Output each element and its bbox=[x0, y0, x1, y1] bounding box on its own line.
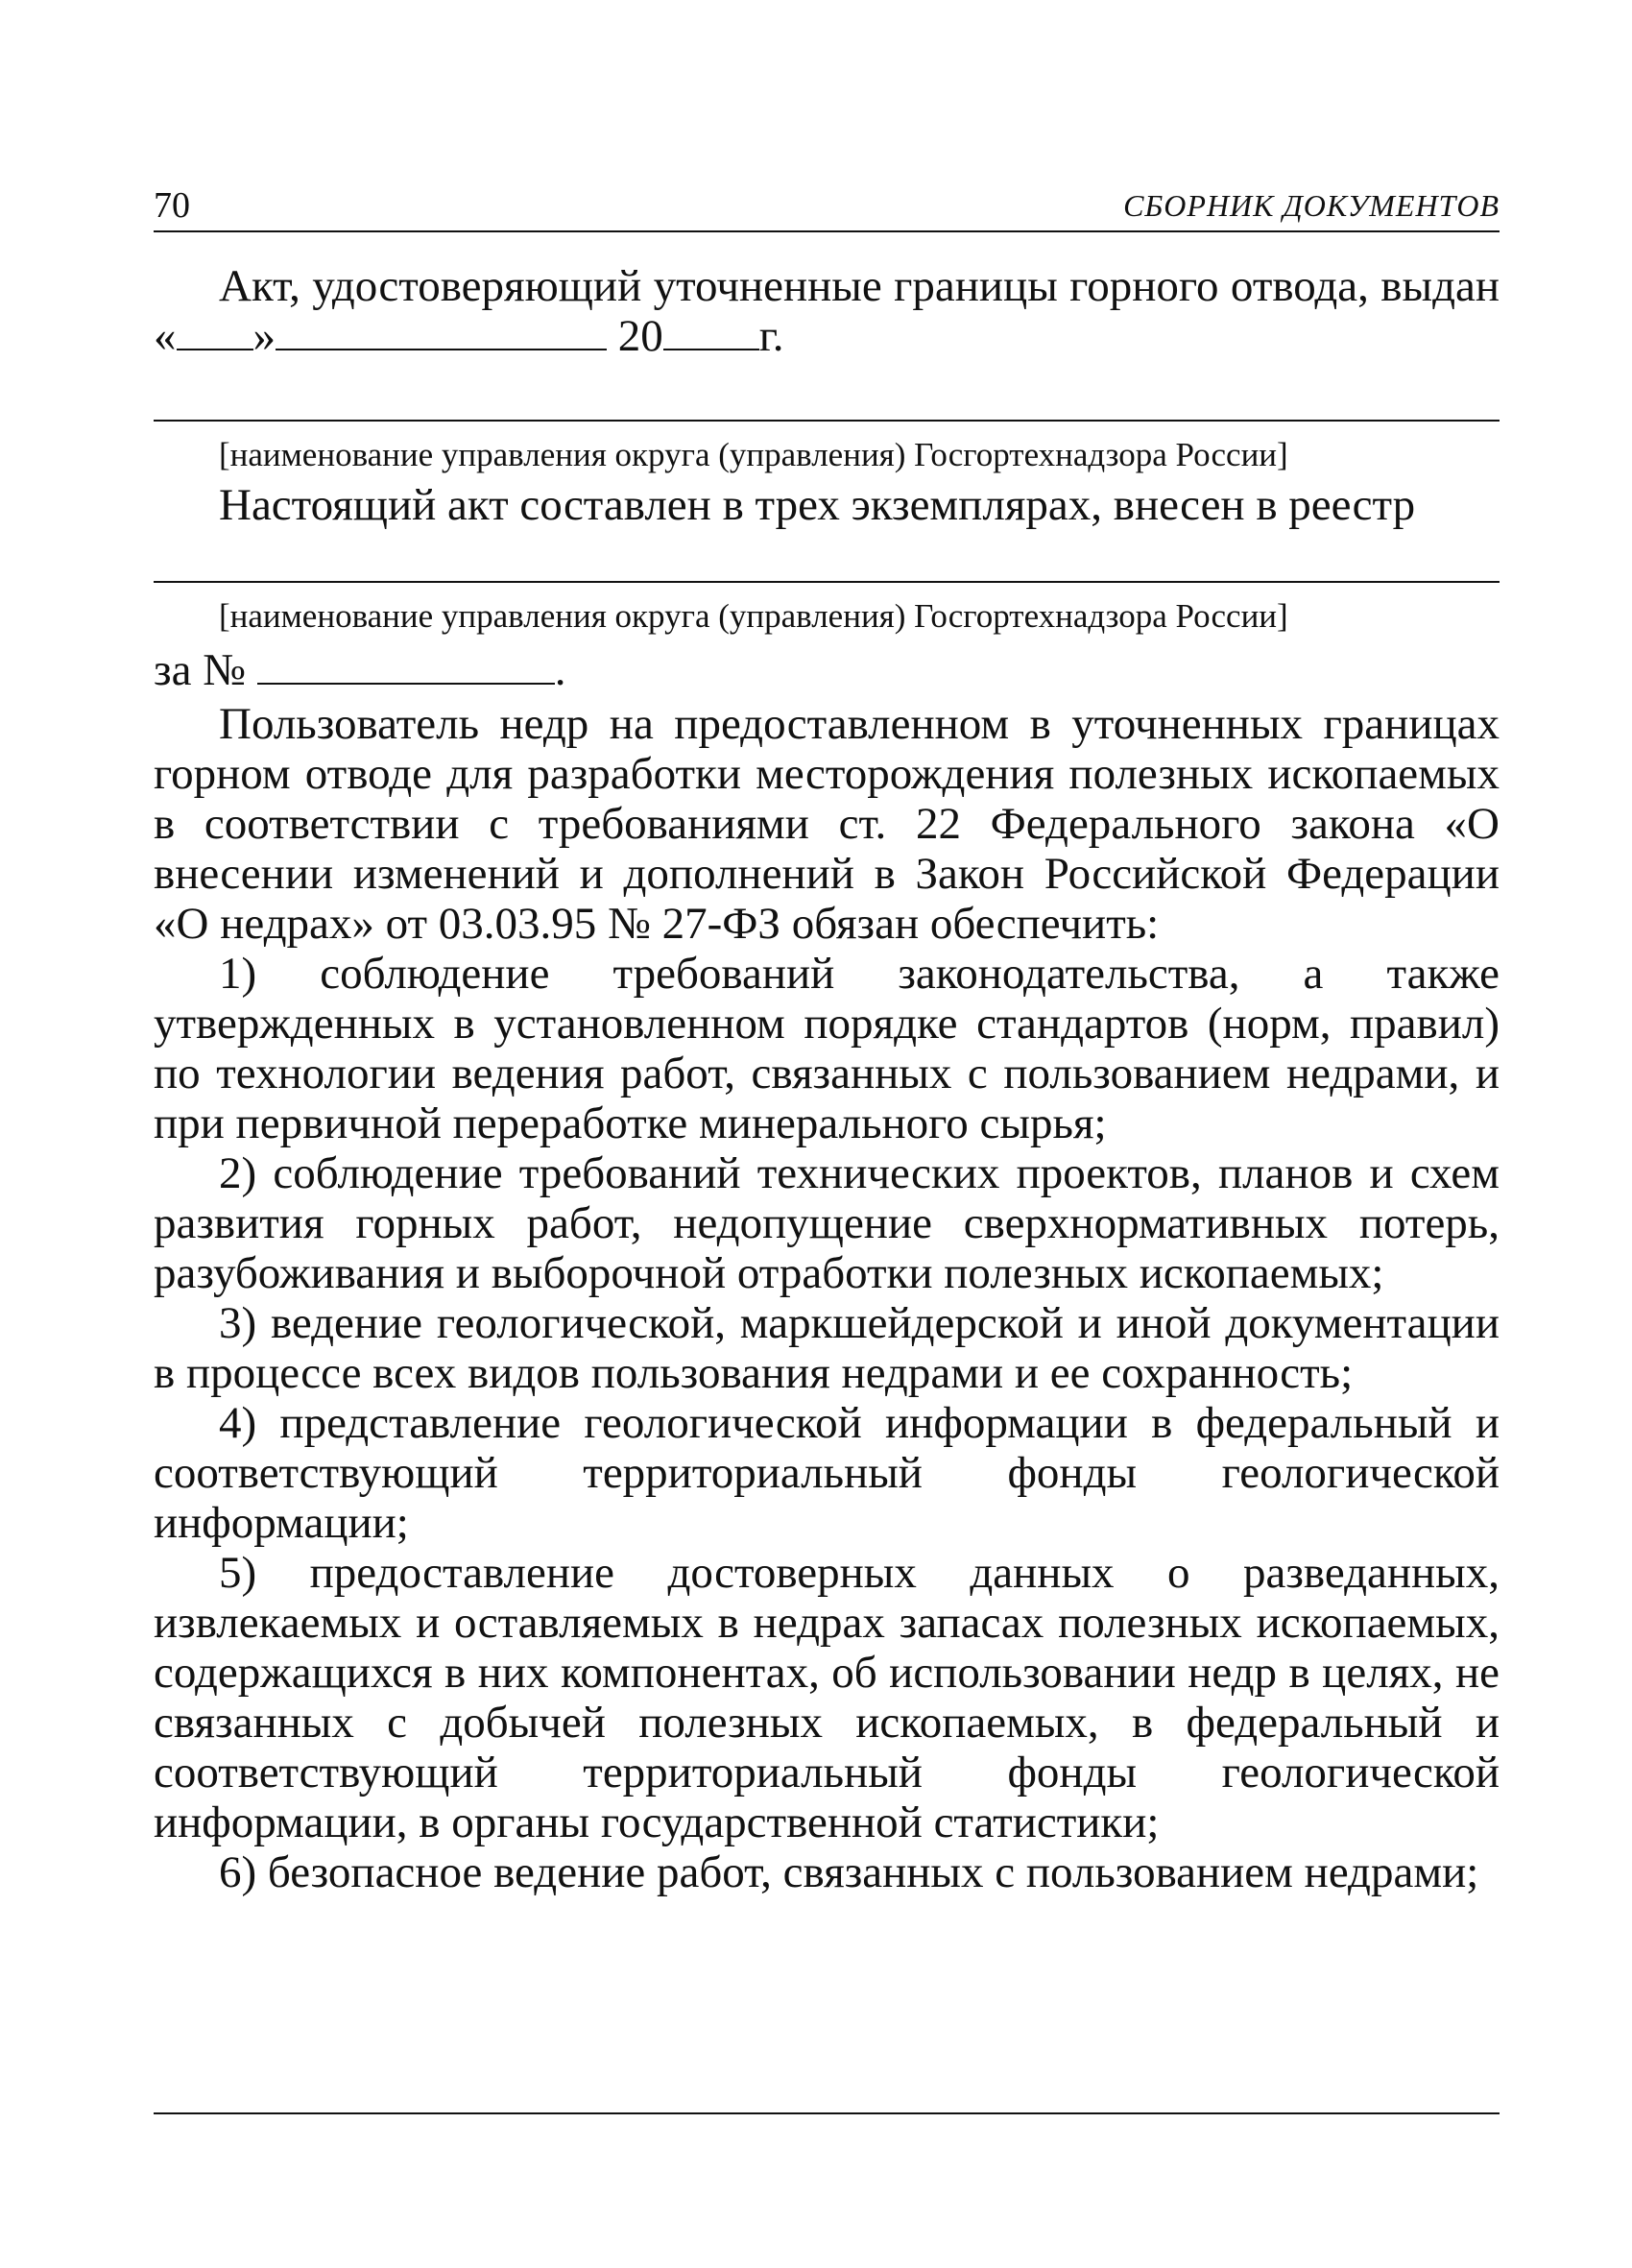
obligation-item-2: 2) соблюдение требований технических проектов, планов и схем развития горных работ, недопущение сверхнормативных потерь, разубоживания и выборочной отработки полезных ископаемых; bbox=[154, 1148, 1500, 1298]
obligation-item-3: 3) ведение геологической, маркшейдерской и иной документации в процессе всех видов пользования недрами и ее сохранность; bbox=[154, 1298, 1500, 1398]
obligation-item-5: 5) предоставление достоверных данных о разведанных, извлекаемых и оставляемых в недрах запасах полезных ископаемых, содержащихся в них компонентах, об использовании недр в целях, не связанных с добычей полезных ископаемых, в федеральный и соответствующий территориальный фонды геологической информации, в органы государственной статистики; bbox=[154, 1548, 1500, 1847]
document-page bbox=[154, 0, 1500, 2268]
authority-rule-1 bbox=[154, 420, 1500, 422]
act-issued-text: Акт, удостоверяющий уточненные границы горного отвода, выдан « bbox=[154, 261, 1500, 361]
obligation-item-1: 1) соблюдение требований законодательства, а также утвержденных в установленном порядке стандартов (норм, правил) по технологии ведения работ, связанных с пользованием недрами, и при первичной переработке минерального сырья; bbox=[154, 949, 1500, 1148]
act-issued-line bbox=[154, 261, 1500, 361]
register-number-prefix: за № bbox=[154, 645, 247, 695]
day-blank bbox=[177, 316, 253, 350]
intro-paragraph: Пользователь недр на предоставленном в уточненных границах горном отводе для разработки месторождения полезных ископаемых в соответствии с требованиями ст. 22 Федерального закона «О внесении изменений и дополнений в Закон Российской Федерации «О недрах» от 03.03.95 № 27-ФЗ обязан обеспечить: bbox=[154, 699, 1500, 949]
year-prefix: 20 bbox=[617, 311, 663, 361]
obligation-item-6: 6) безопасное ведение работ, связанных с пользованием недрами; bbox=[219, 1847, 1479, 1897]
register-number-line bbox=[154, 645, 1500, 695]
year-blank bbox=[663, 316, 759, 350]
bottom-rule bbox=[154, 2112, 1500, 2114]
act-issued-block bbox=[154, 261, 1500, 361]
register-number-blank bbox=[257, 650, 555, 685]
page-number: 70 bbox=[154, 185, 190, 226]
month-blank bbox=[276, 316, 607, 350]
authority-caption-2: [наименование управления округа (управления) Госгортехнадзора России] bbox=[219, 597, 1288, 635]
running-title: СБОРНИК ДОКУМЕНТОВ bbox=[1123, 188, 1500, 223]
year-suffix: г. bbox=[758, 311, 784, 361]
authority-caption-1: [наименование управления округа (управления) Госгортехнадзора России] bbox=[219, 436, 1288, 473]
obligation-item-4: 4) представление геологической информации в федеральный и соответствующий территориальный фонды геологической информации; bbox=[154, 1398, 1500, 1548]
register-number-suffix: . bbox=[554, 645, 566, 695]
authority-rule-2 bbox=[154, 581, 1500, 583]
registry-line: Настоящий акт составлен в трех экземплярах, внесен в реестр bbox=[219, 480, 1416, 530]
quote-close: » bbox=[252, 311, 276, 361]
page-header bbox=[154, 182, 1500, 232]
obligations-section bbox=[154, 699, 1500, 1897]
